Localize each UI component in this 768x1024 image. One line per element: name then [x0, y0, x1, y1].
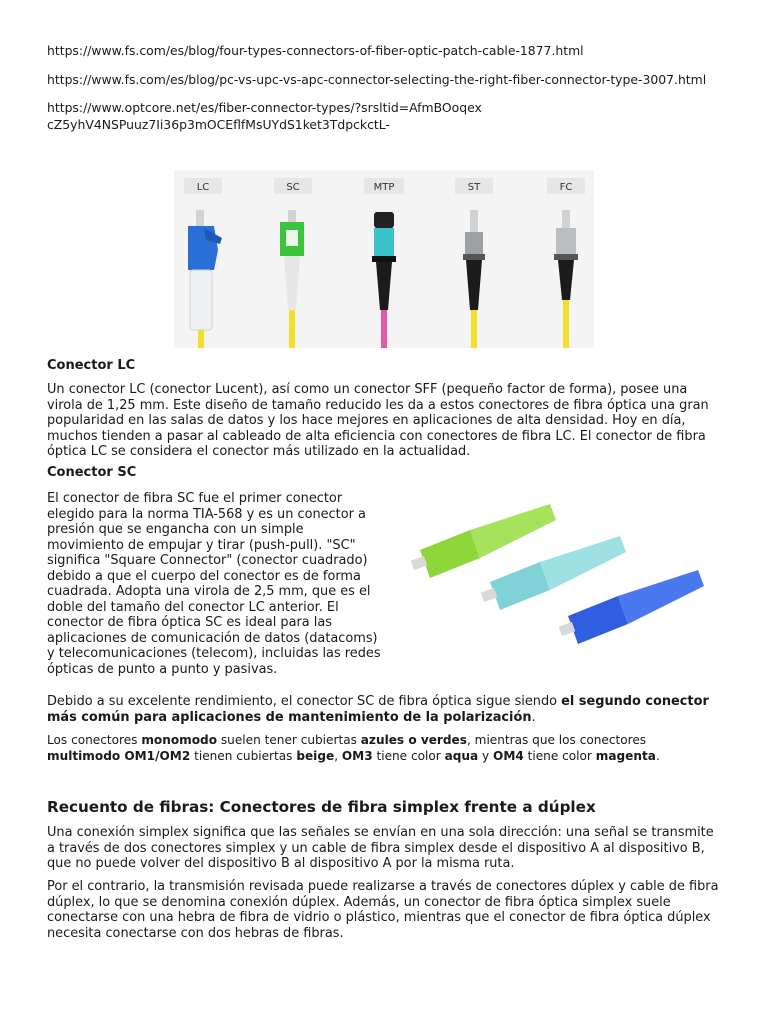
reference-link-3[interactable]: https://www.optcore.net/es/fiber-connector-types/?srsltid=AfmBOoqexcZ5yhV4NSPuuz7Ii36p3mOCEflfMsUYdS1ket3TdpckctL- — [47, 100, 482, 132]
colors-bold-magenta: magenta — [595, 748, 656, 763]
colors-text-9: . — [655, 748, 660, 763]
colors-text-7: y — [478, 748, 494, 763]
colors-text-8: tiene color — [523, 748, 596, 763]
connector-colors-paragraph — [47, 733, 723, 764]
colors-bold-aqua: aqua — [444, 748, 479, 763]
colors-bold-om4: OM4 — [493, 748, 524, 763]
sc-performance-text: Debido a su excelente rendimiento, el conector SC de fibra óptica sigue siendo — [47, 694, 562, 709]
colors-text-4: tienen cubiertas — [190, 748, 297, 763]
lc-paragraph: Un conector LC (conector Lucent), así como un conector SFF (pequeño factor de forma), posee una virola de 1,25 mm. Este diseño de tamaño reducido les da a estos conectores de fibra óptica una gran popularidad en las salas de datos y los hace mejores en aplicaciones de alta densidad. Hoy en día, muchos tienden a pasar al cableado de alta eficiencia con conectores de fibra LC. El conector de fibra óptica LC se considera el conector más utilizado en la actualidad. — [47, 382, 709, 459]
sc-connectors-photo — [400, 490, 730, 650]
colors-bold-beige: beige — [296, 748, 335, 763]
sc-performance-end: . — [531, 709, 536, 725]
label-fc: FC — [559, 182, 573, 193]
colors-text-3: , mientras que los conectores — [466, 733, 647, 747]
colors-text-2: suelen tener cubiertas — [217, 733, 361, 747]
duplex-paragraph: Por el contrario, la transmisión revisada puede realizarse a través de conectores dúplex y cable de fibra dúplex, lo que se denomina conexión dúplex. Además, un conector de fibra óptica simplex suele conectarse con una hebra de fibra de vidrio o plástico, mientras que el conector de fibra óptica dúplex necesita conectarse con dos hebras de fibras. — [47, 879, 719, 941]
colors-text-6: tiene color — [372, 748, 445, 763]
connector-types-figure — [174, 170, 594, 348]
colors-text-1: Los conectores — [47, 733, 142, 747]
fiber-count-heading: Recuento de fibras: Conectores de fibra simplex frente a dúplex — [47, 798, 596, 816]
label-mtp: MTP — [373, 182, 395, 193]
reference-link-1[interactable]: https://www.fs.com/es/blog/four-types-connectors-of-fiber-optic-patch-cable-1877.html — [47, 43, 584, 58]
reference-link-2[interactable]: https://www.fs.com/es/blog/pc-vs-upc-vs-apc-connector-selecting-the-right-fiber-connector-type-3007.html — [47, 72, 707, 87]
colors-bold-om3: OM3 — [341, 748, 373, 763]
sc-performance-bold: el segundo conector más común para aplicaciones de mantenimiento de la polarización — [47, 694, 709, 725]
simplex-paragraph: Una conexión simplex significa que las señales se envían en una sola dirección: una señal se transmite a través de dos conectores simplex y un cable de fibra simplex desde el dispositivo A al dispositivo B, que no puede volver del dispositivo B al dispositivo A por la misma ruta. — [47, 825, 714, 871]
label-sc: SC — [286, 182, 300, 193]
sc-performance-paragraph — [47, 694, 723, 725]
colors-text-5: , — [334, 748, 342, 763]
colors-bold-multimodo: multimodo OM1/OM2 — [47, 748, 191, 763]
colors-bold-azules: azules o verdes — [360, 733, 467, 747]
label-st: ST — [467, 182, 481, 193]
colors-bold-monomodo: monomodo — [141, 733, 218, 747]
lc-heading: Conector LC — [47, 358, 136, 373]
sc-paragraph: El conector de fibra SC fue el primer conector elegido para la norma TIA-568 y es un conector a presión que se engancha con un simple movimiento de empujar y tirar (push-pull). "SC" significa "Square Connector" (conector cuadrado) debido a que el cuerpo del conector es de forma cuadrada. Adopta una virola de 2,5 mm, que es el doble del tamaño del conector LC anterior. El conector de fibra óptica SC es ideal para las aplicaciones de comunicación de datos (datacoms) y telecomunicaciones (telecom), incluidas las redes ópticas de punto a punto y pasivas. — [47, 491, 381, 677]
sc-heading: Conector SC — [47, 465, 137, 480]
label-lc: LC — [196, 182, 210, 193]
